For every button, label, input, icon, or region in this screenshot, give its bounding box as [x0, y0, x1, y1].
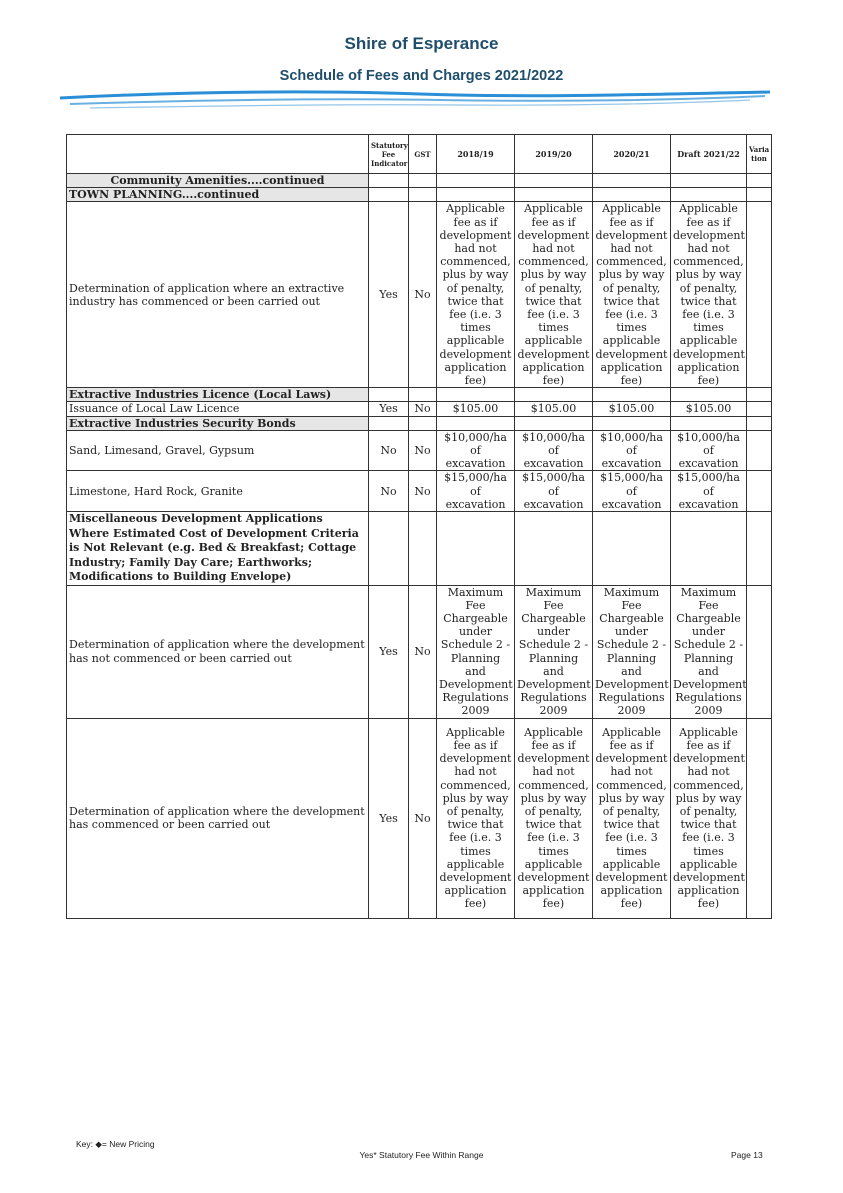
gst-cell: No	[409, 430, 437, 471]
row-description: Sand, Limesand, Gravel, Gypsum	[67, 430, 369, 471]
col-variation: Varia tion	[747, 135, 772, 174]
gst-cell: No	[409, 402, 437, 416]
statutory-cell: No	[369, 471, 409, 512]
section-town-planning: TOWN PLANNING....continued	[67, 188, 369, 202]
col-2020-21: 2020/21	[593, 135, 671, 174]
table-row	[67, 585, 772, 718]
gst-cell: No	[409, 718, 437, 918]
gst-cell: No	[409, 202, 437, 388]
row-description: Limestone, Hard Rock, Granite	[67, 471, 369, 512]
gst-cell: No	[409, 585, 437, 718]
fee-cell: Maximum Fee Chargeable under Schedule 2 - Planning and Development Regulations 2009	[515, 585, 593, 718]
row-description: Determination of application where the development has commenced or been carried out	[67, 718, 369, 918]
statutory-cell: Yes	[369, 718, 409, 918]
col-draft-2021-22: Draft 2021/22	[671, 135, 747, 174]
section-row	[67, 388, 772, 402]
section-row	[67, 416, 772, 430]
variation-cell	[747, 585, 772, 718]
table-header-row	[67, 135, 772, 174]
fee-cell: $10,000/ha of excavation	[515, 430, 593, 471]
section-extractive-licence: Extractive Industries Licence (Local Laws)	[67, 388, 369, 402]
fee-cell: $15,000/ha of excavation	[593, 471, 671, 512]
statutory-cell: No	[369, 430, 409, 471]
fee-cell: Applicable fee as if development had not commenced, plus by way of penalty, twice that fee (i.e. 3 times applicable development application fee)	[671, 202, 747, 388]
section-misc: Miscellaneous Development Applications Where Estimated Cost of Development Criteria is Not Relevant (e.g. Bed & Breakfast; Cottage Industry; Family Day Care; Earthworks; Modifications to Building Envelope)	[67, 512, 369, 586]
row-description: Determination of application where an extractive industry has commenced or been carried out	[67, 202, 369, 388]
col-gst: GST	[409, 135, 437, 174]
variation-cell	[747, 402, 772, 416]
col-2018-19: 2018/19	[437, 135, 515, 174]
row-description: Determination of application where the development has not commenced or been carried out	[67, 585, 369, 718]
table-row	[67, 430, 772, 471]
fee-cell: Maximum Fee Chargeable under Schedule 2 - Planning and Development Regulations 2009	[671, 585, 747, 718]
table-row	[67, 718, 772, 918]
fee-cell: $10,000/ha of excavation	[593, 430, 671, 471]
table-row	[67, 202, 772, 388]
section-row	[67, 512, 772, 586]
statutory-cell: Yes	[369, 402, 409, 416]
section-row	[67, 188, 772, 202]
fee-cell: Applicable fee as if development had not commenced, plus by way of penalty, twice that fee (i.e. 3 times applicable development application fee)	[515, 202, 593, 388]
fee-cell: $10,000/ha of excavation	[437, 430, 515, 471]
fee-cell: Maximum Fee Chargeable under Schedule 2 - Planning and Development Regulations 2009	[593, 585, 671, 718]
variation-cell	[747, 202, 772, 388]
fee-cell: Applicable fee as if development had not commenced, plus by way of penalty, twice that fee (i.e. 3 times applicable development application fee)	[593, 202, 671, 388]
fee-cell: $105.00	[437, 402, 515, 416]
statutory-cell: Yes	[369, 202, 409, 388]
col-statutory: Statutory Fee Indicator	[369, 135, 409, 174]
variation-cell	[747, 430, 772, 471]
fee-cell: Applicable fee as if development had not commenced, plus by way of penalty, twice that fee (i.e. 3 times applicable development application fee)	[437, 718, 515, 918]
gst-cell: No	[409, 471, 437, 512]
fee-cell: $105.00	[515, 402, 593, 416]
document-subtitle: Schedule of Fees and Charges 2021/2022	[279, 68, 564, 84]
document-title: Shire of Esperance	[344, 34, 499, 53]
fee-cell: $15,000/ha of excavation	[437, 471, 515, 512]
fee-cell: $105.00	[671, 402, 747, 416]
col-2019-20: 2019/20	[515, 135, 593, 174]
footer-statutory-note: Yes* Statutory Fee Within Range	[359, 1150, 484, 1160]
table-row	[67, 402, 772, 416]
section-community: Community Amenities....continued	[67, 174, 369, 188]
fee-cell: $15,000/ha of excavation	[671, 471, 747, 512]
section-row	[67, 174, 772, 188]
fee-cell: $15,000/ha of excavation	[515, 471, 593, 512]
table-row	[67, 471, 772, 512]
section-extractive-bonds: Extractive Industries Security Bonds	[67, 416, 369, 430]
col-description	[67, 135, 369, 174]
footer-key: Key: ◆= New Pricing	[76, 1139, 155, 1149]
fee-cell: Applicable fee as if development had not commenced, plus by way of penalty, twice that fee (i.e. 3 times applicable development application fee)	[515, 718, 593, 918]
header-wave-decoration	[60, 86, 770, 116]
fee-cell: $105.00	[593, 402, 671, 416]
fee-cell: Applicable fee as if development had not commenced, plus by way of penalty, twice that fee (i.e. 3 times applicable development application fee)	[593, 718, 671, 918]
fees-table	[66, 134, 772, 919]
fee-cell: Applicable fee as if development had not commenced, plus by way of penalty, twice that fee (i.e. 3 times applicable development application fee)	[437, 202, 515, 388]
variation-cell	[747, 471, 772, 512]
fee-cell: Maximum Fee Chargeable under Schedule 2 - Planning and Development Regulations 2009	[437, 585, 515, 718]
row-description: Issuance of Local Law Licence	[67, 402, 369, 416]
fee-cell: Applicable fee as if development had not commenced, plus by way of penalty, twice that fee (i.e. 3 times applicable development application fee)	[671, 718, 747, 918]
fee-cell: $10,000/ha of excavation	[671, 430, 747, 471]
statutory-cell: Yes	[369, 585, 409, 718]
page-number: Page 13	[731, 1150, 763, 1160]
variation-cell	[747, 718, 772, 918]
